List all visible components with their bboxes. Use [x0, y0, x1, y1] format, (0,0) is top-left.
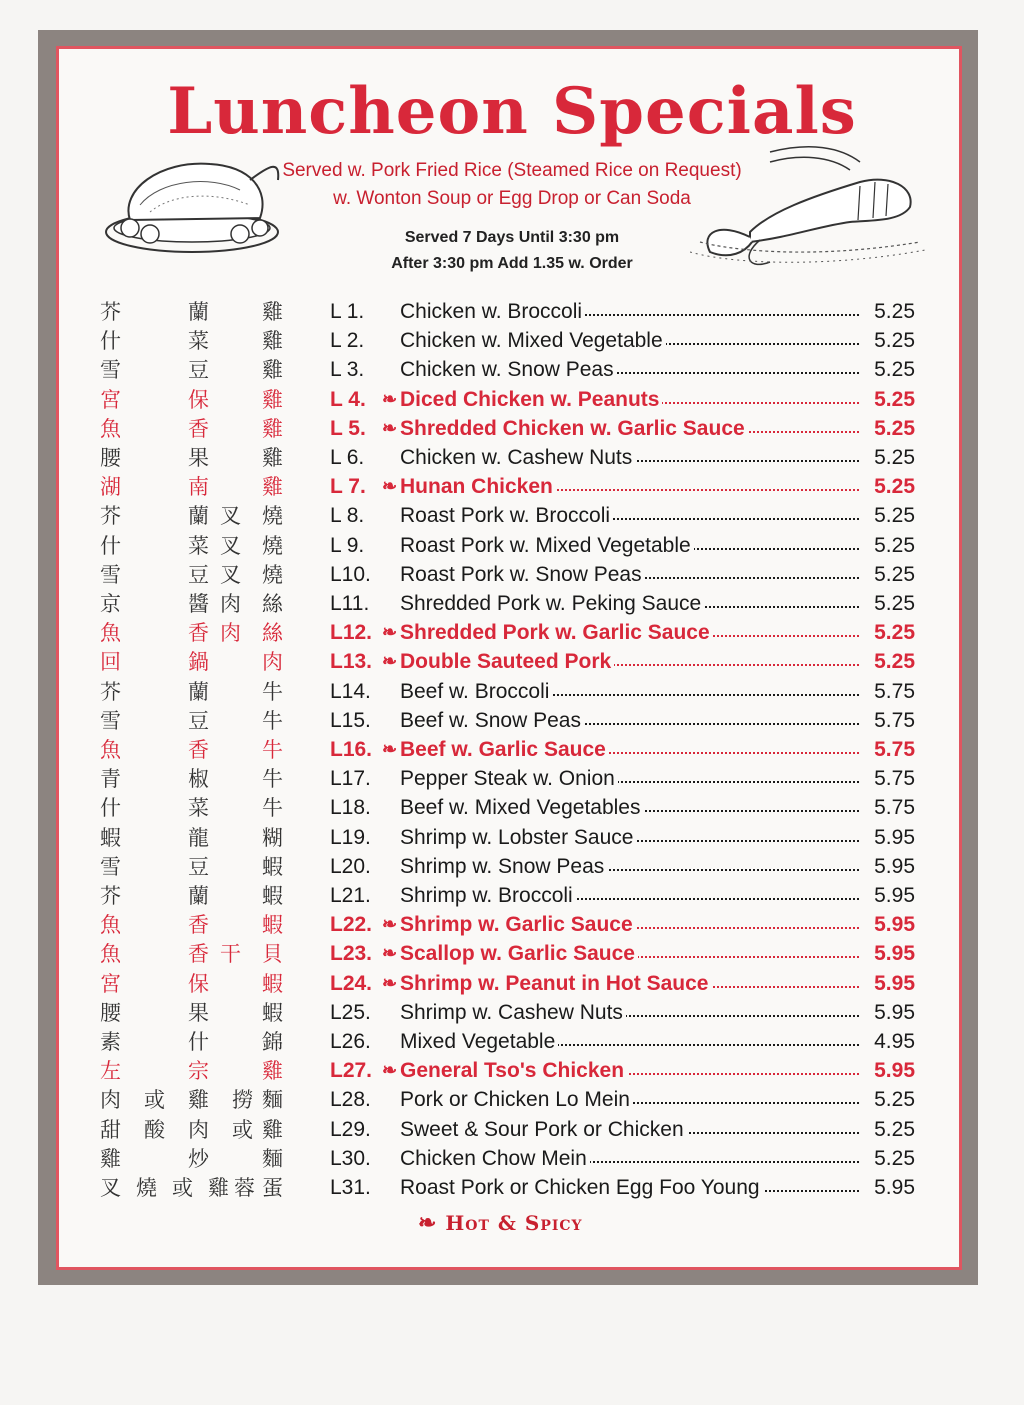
- item-code: L11.: [330, 592, 370, 615]
- item-name: Mixed Vegetable: [400, 1030, 558, 1054]
- chinese-char: 豆: [188, 358, 209, 382]
- item-name: Hunan Chicken: [400, 475, 556, 499]
- item-name: Shrimp w. Lobster Sauce: [400, 826, 636, 850]
- menu-item: [330, 738, 915, 766]
- item-name: Roast Pork w. Broccoli: [400, 504, 613, 528]
- item-price: 5.95: [870, 855, 915, 879]
- chinese-name-row: [100, 734, 300, 762]
- page-title: Luncheon Specials: [167, 74, 857, 149]
- menu-item: [330, 446, 915, 474]
- item-price: 5.75: [870, 709, 915, 733]
- chinese-char: 蘭: [188, 504, 209, 528]
- item-price: 5.25: [870, 534, 915, 558]
- chinese-char: 或: [144, 1088, 165, 1112]
- chinese-char: 芥: [100, 884, 121, 908]
- pepper-icon: ❧: [382, 943, 398, 963]
- item-price: 5.25: [870, 563, 915, 587]
- chinese-char: 叉: [100, 1176, 121, 1200]
- chinese-name-row: [100, 763, 300, 791]
- item-price: 5.25: [870, 1147, 915, 1171]
- menu-item: [330, 504, 915, 532]
- chinese-char: 雞: [208, 1176, 229, 1200]
- chinese-name-row: [100, 822, 300, 850]
- chinese-char: 回: [100, 650, 121, 674]
- pepper-icon: ❧: [382, 651, 398, 671]
- chinese-name-row: [100, 530, 300, 558]
- chinese-name-row: [100, 588, 300, 616]
- served-hours: Served 7 Days Until 3:30 pm: [404, 229, 620, 246]
- menu-item: [330, 1118, 915, 1146]
- chinese-char: 腰: [100, 446, 121, 470]
- chinese-char: 香: [188, 738, 209, 762]
- served-with-line-2: w. Wonton Soup or Egg Drop or Can Soda: [333, 188, 691, 209]
- chinese-char: 香: [188, 913, 209, 937]
- menu-item: [330, 388, 915, 416]
- item-name: General Tso's Chicken: [400, 1059, 627, 1083]
- item-name: Beef w. Snow Peas: [400, 709, 584, 733]
- menu-item: [330, 884, 915, 912]
- menu-item: [330, 796, 915, 824]
- menu-item: [330, 621, 915, 649]
- chinese-char: 保: [188, 388, 209, 412]
- chinese-char: 菜: [188, 329, 209, 353]
- item-name: Shredded Pork w. Peking Sauce: [400, 592, 704, 616]
- chinese-name-row: [100, 1143, 300, 1171]
- chinese-char: 肉: [100, 1088, 121, 1112]
- menu-item: [330, 329, 915, 357]
- pepper-icon: ❧: [382, 739, 398, 759]
- item-name: Shrimp w. Broccoli: [400, 884, 576, 908]
- chinese-char: 魚: [100, 417, 121, 441]
- chinese-char: 什: [100, 796, 121, 820]
- menu-item: [330, 1001, 915, 1029]
- chinese-name-row: [100, 1026, 300, 1054]
- chinese-char: 椒: [188, 767, 209, 791]
- chinese-char: 宮: [100, 972, 121, 996]
- chinese-char: 魚: [100, 738, 121, 762]
- chinese-char: 魚: [100, 913, 121, 937]
- chinese-name-row: [100, 1172, 300, 1200]
- chinese-name-row: [100, 938, 300, 966]
- item-code: L 5.: [330, 417, 366, 440]
- item-code: L20.: [330, 855, 371, 878]
- chinese-char: 香: [188, 621, 209, 645]
- chinese-char: 雞: [262, 417, 283, 441]
- chinese-char: 雞: [100, 1147, 121, 1171]
- chinese-char: 腰: [100, 1001, 121, 1025]
- chinese-char: 芥: [100, 300, 121, 324]
- menu-item: [330, 972, 915, 1000]
- chinese-char: 叉: [220, 504, 241, 528]
- item-name: Shredded Chicken w. Garlic Sauce: [400, 417, 748, 441]
- chinese-name-row: [100, 880, 300, 908]
- item-code: L13.: [330, 650, 373, 673]
- chinese-char: 牛: [262, 709, 283, 733]
- item-price: 5.75: [870, 767, 915, 791]
- item-price: 5.25: [870, 1118, 915, 1142]
- served-with-line-1: Served w. Pork Fried Rice (Steamed Rice on Request): [282, 160, 742, 181]
- item-price: 5.25: [870, 329, 915, 353]
- after-hours-note: After 3:30 pm Add 1.35 w. Order: [391, 255, 633, 272]
- chinese-char: 肉: [220, 621, 241, 645]
- item-name: Shrimp w. Cashew Nuts: [400, 1001, 626, 1025]
- menu-item: [330, 1088, 915, 1116]
- chinese-name-row: [100, 325, 300, 353]
- chinese-char: 什: [100, 329, 121, 353]
- chinese-char: 豆: [188, 855, 209, 879]
- chinese-char: 鍋: [188, 650, 209, 674]
- chinese-char: 果: [188, 446, 209, 470]
- chinese-char: 叉: [220, 534, 241, 558]
- item-code: L 4.: [330, 388, 366, 411]
- menu-item: [330, 300, 915, 328]
- chinese-name-row: [100, 1055, 300, 1083]
- chinese-char: 香: [188, 417, 209, 441]
- chinese-name-row: [100, 1114, 300, 1142]
- chinese-char: 雞: [262, 1118, 283, 1142]
- chinese-char: 菜: [188, 796, 209, 820]
- menu-item: [330, 913, 915, 941]
- chinese-char: 燒: [262, 504, 283, 528]
- chinese-char: 雪: [100, 855, 121, 879]
- chinese-char: 絲: [262, 621, 283, 645]
- item-price: 5.95: [870, 913, 915, 937]
- chinese-char: 蝦: [262, 855, 283, 879]
- menu-item: [330, 1176, 915, 1204]
- item-price: 5.95: [870, 884, 915, 908]
- item-code: L27.: [330, 1059, 373, 1082]
- chinese-char: 蝦: [262, 1001, 283, 1025]
- chinese-char: 炒: [188, 1147, 209, 1171]
- item-name: Beef w. Garlic Sauce: [400, 738, 609, 762]
- chinese-name-row: [100, 559, 300, 587]
- item-price: 5.25: [870, 650, 915, 674]
- item-name: Shrimp w. Snow Peas: [400, 855, 607, 879]
- item-name: Roast Pork w. Mixed Vegetable: [400, 534, 694, 558]
- item-name: Roast Pork w. Snow Peas: [400, 563, 645, 587]
- chinese-char: 絲: [262, 592, 283, 616]
- item-name: Pork or Chicken Lo Mein: [400, 1088, 633, 1112]
- chinese-char: 肉: [220, 592, 241, 616]
- menu-item: [330, 534, 915, 562]
- chinese-name-row: [100, 997, 300, 1025]
- hot-spicy-legend: [418, 1210, 583, 1236]
- item-price: 5.75: [870, 680, 915, 704]
- menu-item: [330, 767, 915, 795]
- item-name: Chicken w. Mixed Vegetable: [400, 329, 666, 353]
- menu-item: [330, 1147, 915, 1175]
- item-code: L21.: [330, 884, 371, 907]
- pepper-icon: ❧: [382, 622, 398, 642]
- chinese-char: 蘭: [188, 300, 209, 324]
- pepper-icon: ❧: [382, 389, 398, 409]
- item-price: 5.95: [870, 826, 915, 850]
- chinese-name-row: [100, 296, 300, 324]
- chinese-name-row: [100, 646, 300, 674]
- item-name: Chicken w. Broccoli: [400, 300, 585, 324]
- chinese-char: 南: [188, 475, 209, 499]
- chinese-char: 雪: [100, 358, 121, 382]
- menu-item: [330, 826, 915, 854]
- menu-item: [330, 680, 915, 708]
- item-price: 5.95: [870, 1001, 915, 1025]
- chinese-char: 宗: [188, 1059, 209, 1083]
- chinese-char: 雞: [262, 300, 283, 324]
- chinese-char: 肉: [188, 1118, 209, 1142]
- chinese-name-row: [100, 676, 300, 704]
- chinese-char: 龍: [188, 826, 209, 850]
- chinese-name-row: [100, 705, 300, 733]
- menu-item: [330, 709, 915, 737]
- chinese-char: 燒: [262, 563, 283, 587]
- item-price: 5.25: [870, 358, 915, 382]
- item-code: L17.: [330, 767, 371, 790]
- item-code: L18.: [330, 796, 371, 819]
- menu-item: [330, 592, 915, 620]
- chinese-name-row: [100, 500, 300, 528]
- chinese-char: 肉: [262, 650, 283, 674]
- chinese-char: 雞: [262, 475, 283, 499]
- item-price: 5.25: [870, 417, 915, 441]
- menu-item: [330, 1030, 915, 1058]
- chinese-char: 雞: [188, 1088, 209, 1112]
- chinese-char: 果: [188, 1001, 209, 1025]
- chinese-char: 蝦: [100, 826, 121, 850]
- item-code: L 1.: [330, 300, 365, 323]
- item-code: L19.: [330, 826, 371, 849]
- item-code: L29.: [330, 1118, 371, 1141]
- chinese-char: 芥: [100, 504, 121, 528]
- chinese-char: 雞: [262, 329, 283, 353]
- menu-item: [330, 358, 915, 386]
- chinese-char: 蝦: [262, 972, 283, 996]
- chinese-name-row: [100, 617, 300, 645]
- chinese-char: 撈: [232, 1088, 253, 1112]
- chinese-char: 什: [188, 1030, 209, 1054]
- pepper-icon: ❧: [382, 476, 398, 496]
- item-name: Beef w. Broccoli: [400, 680, 552, 704]
- item-price: 5.25: [870, 446, 915, 470]
- chinese-char: 什: [100, 534, 121, 558]
- chinese-char: 蝦: [262, 913, 283, 937]
- chinese-name-row: [100, 354, 300, 382]
- item-code: L25.: [330, 1001, 371, 1024]
- chinese-char: 蘭: [188, 884, 209, 908]
- chinese-char: 青: [100, 767, 121, 791]
- item-code: L23.: [330, 942, 373, 965]
- pepper-icon: ❧: [382, 1060, 398, 1080]
- chinese-char: 保: [188, 972, 209, 996]
- item-name: Diced Chicken w. Peanuts: [400, 388, 662, 412]
- item-name: Scallop w. Garlic Sauce: [400, 942, 638, 966]
- item-code: L22.: [330, 913, 373, 936]
- item-code: L26.: [330, 1030, 371, 1053]
- chinese-char: 牛: [262, 767, 283, 791]
- item-code: L14.: [330, 680, 371, 703]
- item-code: L 2.: [330, 329, 365, 352]
- chinese-char: 蘭: [188, 680, 209, 704]
- item-code: L24.: [330, 972, 373, 995]
- item-code: L 8.: [330, 504, 365, 527]
- chinese-char: 錦: [262, 1030, 283, 1054]
- item-name: Shrimp w. Garlic Sauce: [400, 913, 636, 937]
- chinese-char: 魚: [100, 942, 121, 966]
- chinese-char: 燒: [136, 1176, 157, 1200]
- chinese-char: 麵: [262, 1088, 283, 1112]
- chinese-char: 湖: [100, 475, 121, 499]
- pepper-icon: ❧: [382, 418, 398, 438]
- chinese-char: 左: [100, 1059, 121, 1083]
- chinese-char: 香: [188, 942, 209, 966]
- chinese-char: 蝦: [262, 884, 283, 908]
- chinese-name-row: [100, 851, 300, 879]
- chinese-char: 醬: [188, 592, 209, 616]
- item-price: 5.95: [870, 972, 915, 996]
- chinese-char: 燒: [262, 534, 283, 558]
- menu-item: [330, 563, 915, 591]
- chinese-char: 或: [172, 1176, 193, 1200]
- chinese-char: 雪: [100, 709, 121, 733]
- item-code: L10.: [330, 563, 371, 586]
- chinese-name-row: [100, 471, 300, 499]
- item-code: L 7.: [330, 475, 366, 498]
- chinese-char: 酸: [144, 1118, 165, 1142]
- item-price: 5.95: [870, 942, 915, 966]
- item-price: 5.25: [870, 388, 915, 412]
- chinese-char: 干: [220, 942, 241, 966]
- chinese-char: 甜: [100, 1118, 121, 1142]
- menu-item: [330, 417, 915, 445]
- chinese-char: 叉: [220, 563, 241, 587]
- menu-item: [330, 855, 915, 883]
- item-price: 5.75: [870, 738, 915, 762]
- pepper-icon: ❧: [382, 914, 398, 934]
- item-code: L 9.: [330, 534, 365, 557]
- roast-chicken-illustration: [100, 150, 290, 260]
- item-code: L28.: [330, 1088, 371, 1111]
- chinese-char: 牛: [262, 738, 283, 762]
- item-name: Chicken w. Cashew Nuts: [400, 446, 635, 470]
- item-price: 5.25: [870, 592, 915, 616]
- chinese-char: 或: [232, 1118, 253, 1142]
- chinese-char: 貝: [262, 942, 283, 966]
- chinese-char: 京: [100, 592, 121, 616]
- item-name: Shredded Pork w. Garlic Sauce: [400, 621, 713, 645]
- chinese-char: 宮: [100, 388, 121, 412]
- pepper-icon: ❧: [418, 1210, 438, 1236]
- chinese-name-row: [100, 384, 300, 412]
- chinese-char: 糊: [262, 826, 283, 850]
- item-name: Double Sauteed Pork: [400, 650, 614, 674]
- chinese-char: 雞: [262, 446, 283, 470]
- item-code: L 6.: [330, 446, 365, 469]
- chinese-char: 雞: [262, 1059, 283, 1083]
- item-price: 5.25: [870, 621, 915, 645]
- item-price: 5.95: [870, 1176, 915, 1200]
- item-code: L31.: [330, 1176, 371, 1199]
- item-price: 5.25: [870, 1088, 915, 1112]
- item-price: 5.75: [870, 796, 915, 820]
- item-code: L12.: [330, 621, 373, 644]
- chinese-name-row: [100, 1084, 300, 1112]
- chinese-char: 蓉: [234, 1176, 255, 1200]
- item-price: 5.95: [870, 1059, 915, 1083]
- chinese-char: 雪: [100, 563, 121, 587]
- item-price: 5.25: [870, 300, 915, 324]
- item-code: L 3.: [330, 358, 365, 381]
- item-code: L30.: [330, 1147, 371, 1170]
- item-price: 5.25: [870, 504, 915, 528]
- item-code: L16.: [330, 738, 373, 761]
- item-name: Sweet & Sour Pork or Chicken: [400, 1118, 687, 1142]
- chinese-char: 麵: [262, 1147, 283, 1171]
- chinese-char: 雞: [262, 388, 283, 412]
- item-name: Chicken Chow Mein: [400, 1147, 590, 1171]
- item-name: Chicken w. Snow Peas: [400, 358, 617, 382]
- chinese-name-row: [100, 792, 300, 820]
- chinese-char: 雞: [262, 358, 283, 382]
- item-name: Beef w. Mixed Vegetables: [400, 796, 644, 820]
- chinese-name-row: [100, 413, 300, 441]
- chinese-char: 菜: [188, 534, 209, 558]
- item-name: Roast Pork or Chicken Egg Foo Young: [400, 1176, 763, 1200]
- chinese-char: 魚: [100, 621, 121, 645]
- chinese-char: 豆: [188, 563, 209, 587]
- chinese-name-row: [100, 909, 300, 937]
- menu-item: [330, 475, 915, 503]
- item-name: Pepper Steak w. Onion: [400, 767, 618, 791]
- chinese-char: 牛: [262, 796, 283, 820]
- pepper-icon: ❧: [382, 973, 398, 993]
- lobster-illustration: [690, 142, 930, 272]
- item-price: 5.25: [870, 475, 915, 499]
- menu-item: [330, 650, 915, 678]
- item-price: 4.95: [870, 1030, 915, 1054]
- chinese-char: 牛: [262, 680, 283, 704]
- chinese-name-row: [100, 442, 300, 470]
- chinese-char: 芥: [100, 680, 121, 704]
- chinese-char: 豆: [188, 709, 209, 733]
- chinese-name-row: [100, 968, 300, 996]
- item-code: L15.: [330, 709, 371, 732]
- item-name: Shrimp w. Peanut in Hot Sauce: [400, 972, 711, 996]
- menu-item: [330, 942, 915, 970]
- menu-item: [330, 1059, 915, 1087]
- chinese-char: 蛋: [262, 1176, 283, 1200]
- hot-spicy-label: Hot & Spicy: [445, 1211, 583, 1235]
- chinese-char: 素: [100, 1030, 121, 1054]
